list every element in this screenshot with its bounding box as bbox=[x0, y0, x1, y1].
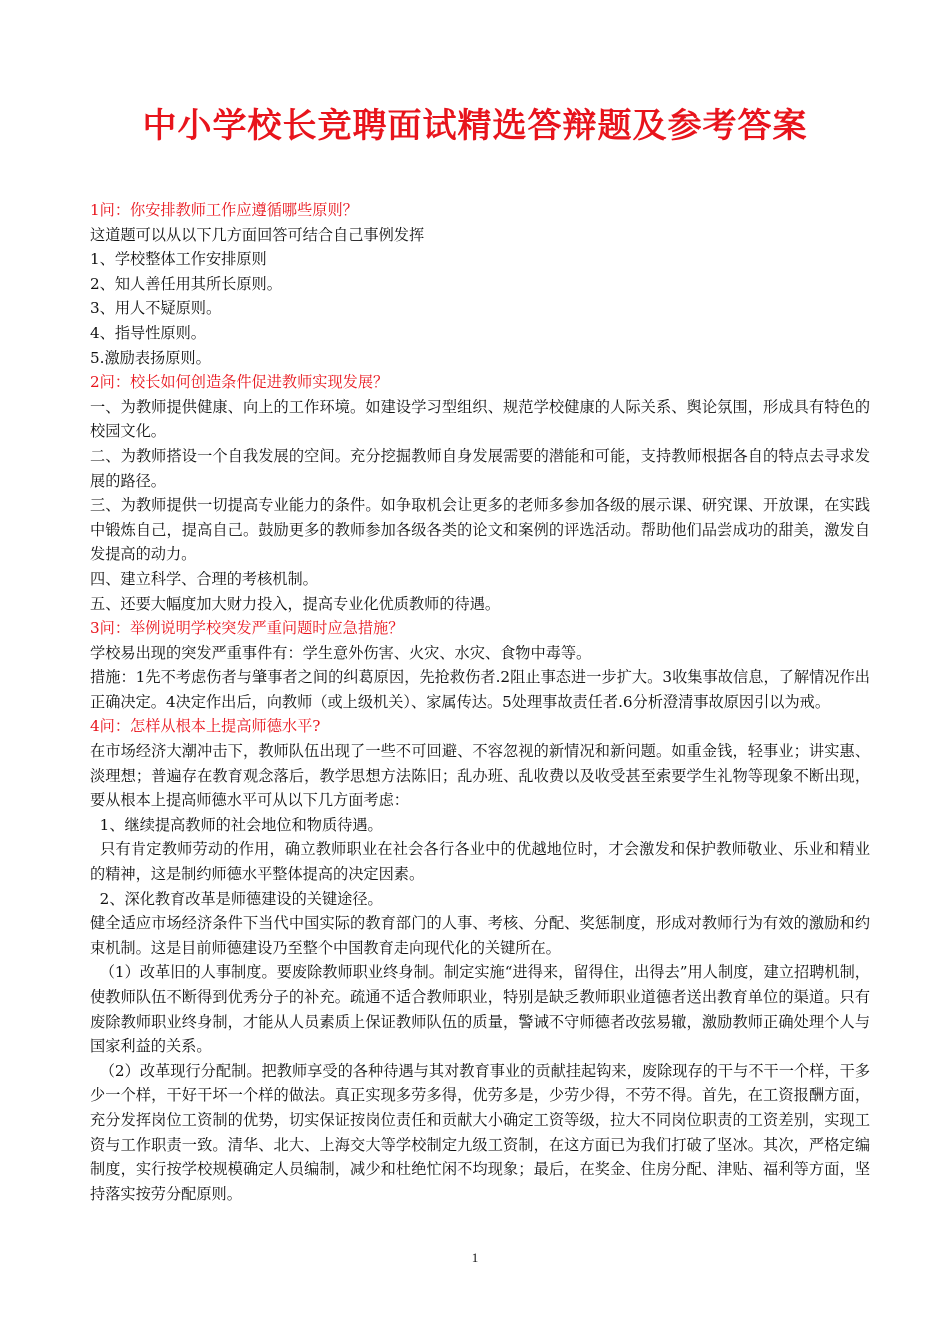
body-paragraph: 二、为教师搭设一个自我发展的空间。充分挖掘教师自身发展需要的潜能和可能，支持教师根据各自的特点去寻求发展的路径。 bbox=[90, 446, 870, 490]
body-paragraph: 4、指导性原则。 bbox=[90, 323, 206, 342]
question-heading: 1问：你安排教师工作应遵循哪些原则？ bbox=[90, 201, 358, 219]
body-paragraph: 3、用人不疑原则。 bbox=[90, 299, 222, 318]
body-paragraph: 学校易出现的突发严重事件有：学生意外伤害、火灾、水灾、食物中毒等。 bbox=[90, 643, 592, 662]
document-title: 中小学校长竞聘面试精选答辩题及参考答案 bbox=[142, 106, 808, 146]
body-paragraph: （1）改革旧的人事制度。要废除教师职业终身制。制定实施“进得来，留得住，出得去”用人制度，建立招聘机制，使教师队伍不断得到优秀分子的补充。疏通不适合教师职业，特别是缺乏教师职业道德者送出教育单位的渠道。只有废除教师职业终身制，才能从人员素质上保证教师队伍的质量，警诫不守师德者改弦易辙，激励教师正确处理个人与国家利益的关系。 bbox=[90, 963, 870, 1056]
body-paragraph: 三、为教师提供一切提高专业能力的条件。如争取机会让更多的老师多参加各级的展示课、研究课、开放课，在实践中锻炼自己，提高自己。鼓励更多的教师参加各级各类的论文和案例的评选活动。帮助他们品尝成功的甜美，激发自发提高的动力。 bbox=[90, 496, 870, 564]
question-heading: 2问：校长如何创造条件促进教师实现发展？ bbox=[90, 373, 389, 392]
body-paragraph: 在市场经济大潮冲击下，教师队伍出现了一些不可回避、不容忽视的新情况和新问题。如重金钱，轻事业；讲实惠、淡理想；普遍存在教育观念落后，教学思想方法陈旧；乱办班、乱收费以及收受甚至索要学生礼物等现象不断出现，要从根本上提高师德水平可从以下几方面考虑： bbox=[90, 742, 870, 810]
question-heading: 4问：怎样从根本上提高师德水平? bbox=[90, 717, 321, 736]
body-paragraph: 5.激励表扬原则。 bbox=[90, 348, 211, 367]
page-number: 1 bbox=[471, 1250, 479, 1265]
body-paragraph: 措施：1先不考虑伤者与肇事者之间的纠葛原因，先抢救伤者.2阻止事态进一步扩大。3收集事故信息，了解情况作出正确决定。4决定作出后，向教师（或上级机关）、家属传达。5处理事故责任者.6分析澄清事故原因引以为戒。 bbox=[90, 668, 870, 711]
body-paragraph: 五、还要大幅度加大财力投入，提高专业化优质教师的待遇。 bbox=[90, 594, 501, 613]
body-paragraph: 1、学校整体工作安排原则 bbox=[90, 250, 267, 269]
body-paragraph: 1、继续提高教师的社会地位和物质待遇。 bbox=[90, 815, 383, 834]
body-paragraph: 2、知人善任用其所长原则。 bbox=[90, 274, 282, 293]
question-heading: 3问：举例说明学校突发严重问题时应急措施？ bbox=[90, 619, 404, 638]
body-paragraph: 只有肯定教师劳动的作用，确立教师职业在社会各行各业中的优越地位时，才会激发和保护教师敬业、乐业和精业的精神，这是制约师德水平整体提高的决定因素。 bbox=[90, 840, 871, 884]
body-paragraph: 健全适应市场经济条件下当代中国实际的教育部门的人事、考核、分配、奖惩制度，形成对教师行为有效的激励和约束机制。这是目前师德建设乃至整个中国教育走向现代化的关键所在。 bbox=[90, 914, 870, 957]
body-paragraph: 一、为教师提供健康、向上的工作环境。如建设学习型组织、规范学校健康的人际关系、舆论氛围，形成具有特色的校园文化。 bbox=[90, 397, 870, 441]
body-paragraph: 2、深化教育改革是师德建设的关键途径。 bbox=[90, 889, 383, 908]
body-paragraph: 四、建立科学、合理的考核机制。 bbox=[90, 569, 318, 588]
document-body bbox=[90, 198, 870, 1206]
body-paragraph: 这道题可以从以下几方面回答可结合自己事例发挥 bbox=[90, 225, 425, 244]
body-paragraph: （2）改革现行分配制。把教师享受的各种待遇与其对教育事业的贡献挂起钩来，废除现存的干与不干一个样，干多少一个样，干好干坏一个样的做法。真正实现多劳多得，优劳多是，少劳少得，不劳不得。首先，在工资报酬方面，充分发挥岗位工资制的优势，切实保证按岗位责任和贡献大小确定工资等级，拉大不同岗位职责的工资差别，实现工资与工作职责一致。清华、北大、上海交大等学校制定九级工资制，在这方面已为我们打破了坚冰。其次，严格定编制度，实行按学校规模确定人员编制，减少和杜绝忙闲不均现象；最后，在奖金、住房分配、津贴、福利等方面，坚持落实按劳分配原则。 bbox=[90, 1061, 871, 1203]
